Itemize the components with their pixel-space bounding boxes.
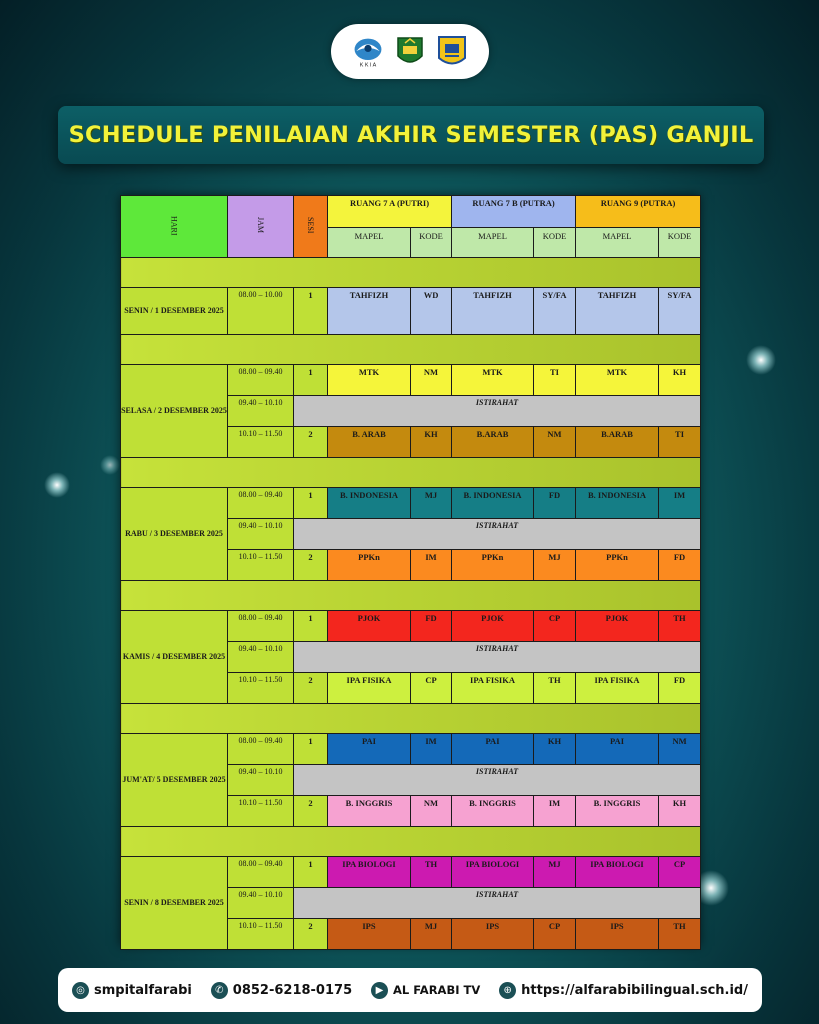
header-room: RUANG 7 A (PUTRI) <box>328 196 452 228</box>
day-cell: SELASA / 2 DESEMBER 2025 <box>121 365 228 458</box>
subject-cell: B. INDONESIA <box>328 488 411 519</box>
subject-cell: PPKn <box>452 550 534 581</box>
table-row <box>121 365 701 396</box>
instagram-handle: smpitalfarabi <box>94 982 192 998</box>
header-jam <box>228 196 294 258</box>
subject-cell: B. INGGRIS <box>576 796 659 827</box>
header-jam-label: JAM <box>256 217 265 234</box>
header-mapel: MAPEL <box>576 228 659 258</box>
subject-cell: B. INGGRIS <box>328 796 411 827</box>
youtube-contact[interactable] <box>371 982 480 999</box>
sesi-cell: 1 <box>294 734 328 765</box>
day-spacer-row <box>121 458 701 488</box>
istirahat-cell: ISTIRAHAT <box>294 765 701 796</box>
code-cell: NM <box>659 734 701 765</box>
regional-emblem <box>435 34 469 70</box>
code-cell: NM <box>534 427 576 458</box>
schedule-table <box>120 195 700 946</box>
istirahat-cell: ISTIRAHAT <box>294 642 701 673</box>
code-cell: CP <box>534 919 576 950</box>
sesi-cell: 1 <box>294 611 328 642</box>
code-cell: IM <box>411 734 452 765</box>
code-cell: TH <box>411 857 452 888</box>
sesi-cell: 2 <box>294 550 328 581</box>
day-spacer-row <box>121 827 701 857</box>
code-cell: TH <box>534 673 576 704</box>
subject-cell: IPA FISIKA <box>576 673 659 704</box>
time-cell: 10.10 – 11.50 <box>228 919 294 950</box>
subject-cell: PAI <box>328 734 411 765</box>
istirahat-cell: ISTIRAHAT <box>294 396 701 427</box>
subject-cell: IPS <box>328 919 411 950</box>
kkia-logo <box>351 34 385 70</box>
code-cell: NM <box>411 796 452 827</box>
header-room: RUANG 7 B (PUTRA) <box>452 196 576 228</box>
subject-cell: PPKn <box>328 550 411 581</box>
code-cell: MJ <box>411 919 452 950</box>
time-cell: 10.10 – 11.50 <box>228 796 294 827</box>
header-kode: KODE <box>411 228 452 258</box>
table-row <box>121 857 701 888</box>
header-mapel: MAPEL <box>452 228 534 258</box>
day-spacer-row <box>121 581 701 611</box>
subject-cell: IPA FISIKA <box>328 673 411 704</box>
code-cell: NM <box>411 365 452 396</box>
schedule-grid <box>120 195 701 950</box>
code-cell: IM <box>534 796 576 827</box>
whatsapp-icon: ✆ <box>211 982 228 999</box>
time-cell: 08.00 – 09.40 <box>228 365 294 396</box>
day-cell: JUM'AT/ 5 DESEMBER 2025 <box>121 734 228 827</box>
whatsapp-number: 0852-6218-0175 <box>232 982 353 998</box>
header-sesi-label: SESI <box>306 217 315 234</box>
code-cell: MJ <box>534 857 576 888</box>
code-cell: IM <box>659 488 701 519</box>
subject-cell: IPS <box>452 919 534 950</box>
code-cell: TH <box>659 919 701 950</box>
decorative-glow <box>44 472 70 498</box>
subject-cell: PPKn <box>576 550 659 581</box>
day-cell: SENIN / 8 DESEMBER 2025 <box>121 857 228 950</box>
sesi-cell: 1 <box>294 488 328 519</box>
subject-cell: PJOK <box>328 611 411 642</box>
logo-pill <box>331 24 489 79</box>
code-cell: KH <box>534 734 576 765</box>
code-cell: KH <box>659 365 701 396</box>
sesi-cell: 2 <box>294 796 328 827</box>
subject-cell: IPS <box>576 919 659 950</box>
subject-cell: TAHFIZH <box>452 288 534 335</box>
time-cell: 08.00 – 09.40 <box>228 857 294 888</box>
website-link[interactable] <box>499 982 748 999</box>
code-cell: SY/FA <box>659 288 701 335</box>
subject-cell: IPA FISIKA <box>452 673 534 704</box>
code-cell: MJ <box>411 488 452 519</box>
code-cell: FD <box>659 673 701 704</box>
title-banner <box>58 106 764 164</box>
subject-cell: B.ARAB <box>576 427 659 458</box>
code-cell: CP <box>659 857 701 888</box>
youtube-icon: ▶ <box>371 982 388 999</box>
decorative-glow <box>100 455 120 475</box>
header-hari-label: HARI <box>169 215 179 236</box>
day-cell: KAMIS / 4 DESEMBER 2025 <box>121 611 228 704</box>
time-cell: 08.00 – 09.40 <box>228 734 294 765</box>
code-cell: FD <box>534 488 576 519</box>
day-spacer-row <box>121 704 701 734</box>
code-cell: WD <box>411 288 452 335</box>
time-cell: 09.40 – 10.10 <box>228 396 294 427</box>
header-kode: KODE <box>659 228 701 258</box>
subject-cell: PJOK <box>576 611 659 642</box>
header-room: RUANG 9 (PUTRA) <box>576 196 701 228</box>
subject-cell: IPA BIOLOGI <box>576 857 659 888</box>
day-spacer-row <box>121 335 701 365</box>
code-cell: KH <box>659 796 701 827</box>
time-cell: 10.10 – 11.50 <box>228 427 294 458</box>
day-spacer-row <box>121 258 701 288</box>
sesi-cell: 2 <box>294 427 328 458</box>
header-hari <box>121 196 228 258</box>
code-cell: TH <box>659 611 701 642</box>
time-cell: 09.40 – 10.10 <box>228 519 294 550</box>
youtube-channel: AL FARABI TV <box>393 983 481 997</box>
code-cell: MJ <box>534 550 576 581</box>
time-cell: 09.40 – 10.10 <box>228 765 294 796</box>
code-cell: KH <box>411 427 452 458</box>
whatsapp-contact[interactable] <box>211 982 352 999</box>
subject-cell: PAI <box>452 734 534 765</box>
subject-cell: TAHFIZH <box>576 288 659 335</box>
subject-cell: MTK <box>452 365 534 396</box>
table-row <box>121 734 701 765</box>
subject-cell: IPA BIOLOGI <box>452 857 534 888</box>
instagram-icon: ◎ <box>72 982 89 999</box>
decorative-glow <box>746 345 776 375</box>
time-cell: 10.10 – 11.50 <box>228 550 294 581</box>
header-kode: KODE <box>534 228 576 258</box>
subject-cell: B. ARAB <box>328 427 411 458</box>
subject-cell: B.ARAB <box>452 427 534 458</box>
code-cell: SY/FA <box>534 288 576 335</box>
time-cell: 09.40 – 10.10 <box>228 642 294 673</box>
globe-icon: ⊕ <box>499 982 516 999</box>
website-url: https://alfarabibilingual.sch.id/ <box>521 982 748 998</box>
kemenag-logo <box>393 34 427 70</box>
header-mapel: MAPEL <box>328 228 411 258</box>
code-cell: CP <box>411 673 452 704</box>
code-cell: FD <box>411 611 452 642</box>
time-cell: 08.00 – 10.00 <box>228 288 294 335</box>
table-row <box>121 488 701 519</box>
contact-footer <box>58 968 762 1012</box>
code-cell: TI <box>534 365 576 396</box>
istirahat-cell: ISTIRAHAT <box>294 519 701 550</box>
day-cell: RABU / 3 DESEMBER 2025 <box>121 488 228 581</box>
istirahat-cell: ISTIRAHAT <box>294 888 701 919</box>
time-cell: 08.00 – 09.40 <box>228 611 294 642</box>
subject-cell: B. INGGRIS <box>452 796 534 827</box>
subject-cell: B. INDONESIA <box>452 488 534 519</box>
subject-cell: MTK <box>576 365 659 396</box>
code-cell: CP <box>534 611 576 642</box>
day-cell: SENIN / 1 DESEMBER 2025 <box>121 288 228 335</box>
subject-cell: PJOK <box>452 611 534 642</box>
subject-cell: MTK <box>328 365 411 396</box>
subject-cell: TAHFIZH <box>328 288 411 335</box>
sesi-cell: 1 <box>294 288 328 335</box>
sesi-cell: 2 <box>294 919 328 950</box>
sesi-cell: 2 <box>294 673 328 704</box>
time-cell: 10.10 – 11.50 <box>228 673 294 704</box>
table-row <box>121 611 701 642</box>
subject-cell: PAI <box>576 734 659 765</box>
code-cell: FD <box>659 550 701 581</box>
header-sesi <box>294 196 328 258</box>
table-row <box>121 288 701 335</box>
sesi-cell: 1 <box>294 857 328 888</box>
subject-cell: B. INDONESIA <box>576 488 659 519</box>
time-cell: 08.00 – 09.40 <box>228 488 294 519</box>
sesi-cell: 1 <box>294 365 328 396</box>
instagram-contact[interactable] <box>72 982 192 999</box>
time-cell: 09.40 – 10.10 <box>228 888 294 919</box>
code-cell: IM <box>411 550 452 581</box>
page-title: SCHEDULE PENILAIAN AKHIR SEMESTER (PAS) GANJIL <box>68 122 754 148</box>
code-cell: TI <box>659 427 701 458</box>
svg-text:K K I A: K K I A <box>359 61 377 68</box>
subject-cell: IPA BIOLOGI <box>328 857 411 888</box>
